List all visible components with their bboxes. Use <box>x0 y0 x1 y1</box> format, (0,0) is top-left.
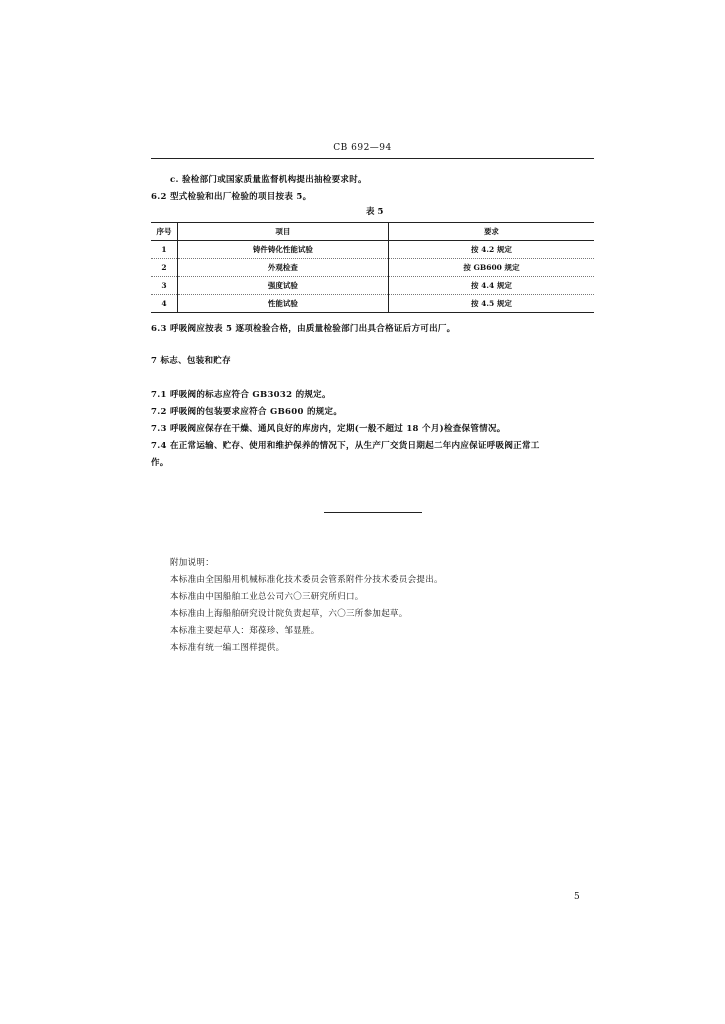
table-cell-requirement: 按 4.4 规定 <box>388 277 594 295</box>
table-row <box>151 277 594 295</box>
notes-line: 本标准有统一编工图样提供。 <box>170 643 285 653</box>
clause-7-2: 7.2 呼吸阀的包装要求应符合 GB600 的规定。 <box>151 407 343 417</box>
table-cell-seq: 4 <box>151 295 177 313</box>
notes-line: 本标准由上海船舶研究设计院负责起草，六〇三所参加起草。 <box>170 609 408 619</box>
clause-7-4: 7.4 在正常运输、贮存、使用和维护保养的情况下，从生产厂交货日期起二年内应保证呼吸阀正常工 <box>151 441 540 451</box>
notes-line: 本标准由中国船舶工业总公司六〇三研究所归口。 <box>170 592 364 602</box>
inspection-items-table <box>151 222 594 313</box>
column-header-seq: 序号 <box>151 223 177 241</box>
table-caption: 表 5 <box>366 207 384 217</box>
section-divider <box>324 512 422 513</box>
clause-7-1: 7.1 呼吸阀的标志应符合 GB3032 的规定。 <box>151 390 331 400</box>
column-header-item: 项目 <box>177 223 388 241</box>
column-header-requirement: 要求 <box>388 223 594 241</box>
table-cell-item: 铸件铸化性能试验 <box>177 241 388 259</box>
standard-code: CB 692—94 <box>333 143 392 153</box>
clause-7-4-continuation: 作。 <box>151 458 169 468</box>
table-row <box>151 241 594 259</box>
clause-6-2: 6.2 型式检验和出厂检验的项目按表 5。 <box>151 192 312 202</box>
page-number: 5 <box>574 892 580 902</box>
item-c: c. 验检部门或国家质量监督机构提出抽检要求时。 <box>170 175 367 185</box>
table-cell-seq: 2 <box>151 259 177 277</box>
header-rule <box>151 158 594 159</box>
table-cell-seq: 1 <box>151 241 177 259</box>
section-7-heading: 7 标志、包装和贮存 <box>151 356 231 366</box>
table-row <box>151 295 594 313</box>
notes-line: 本标准主要起草人：郑葆珍、邹显胜。 <box>170 626 320 636</box>
clause-6-3: 6.3 呼吸阀应按表 5 逐项检验合格，由质量检验部门出具合格证后方可出厂。 <box>151 324 456 334</box>
table-cell-requirement: 按 4.5 规定 <box>388 295 594 313</box>
notes-line: 本标准由全国船用机械标准化技术委员会管系附件分技术委员会提出。 <box>170 575 443 585</box>
table-header-row <box>151 223 594 241</box>
table-cell-item: 外观检查 <box>177 259 388 277</box>
table-cell-item: 性能试验 <box>177 295 388 313</box>
table-cell-requirement: 按 4.2 规定 <box>388 241 594 259</box>
table-cell-seq: 3 <box>151 277 177 295</box>
table-row <box>151 259 594 277</box>
table-cell-item: 强度试验 <box>177 277 388 295</box>
notes-title: 附加说明： <box>170 558 215 568</box>
table-cell-requirement: 按 GB600 规定 <box>388 259 594 277</box>
clause-7-3: 7.3 呼吸阀应保存在干燥、通风良好的库房内，定期(一般不超过 18 个月)检查保管情况。 <box>151 424 506 434</box>
